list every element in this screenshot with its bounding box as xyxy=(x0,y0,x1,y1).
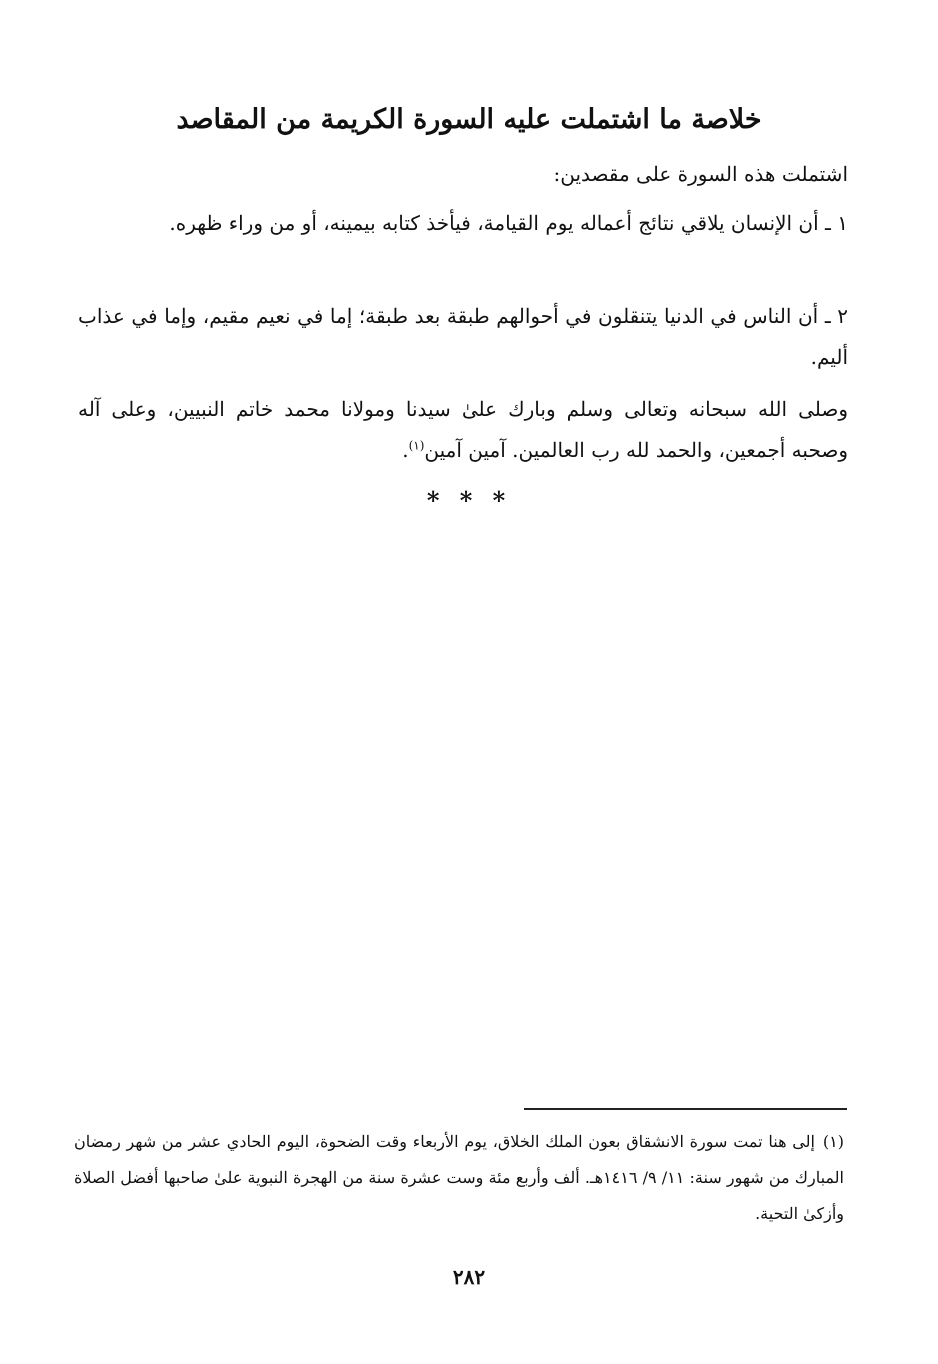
footnote-reference: (١) xyxy=(408,438,425,453)
section-separator: * * * xyxy=(426,486,512,515)
closing-end-mark: . xyxy=(402,438,409,462)
footnote-marker: (١) xyxy=(822,1132,844,1151)
footnote xyxy=(74,1124,844,1232)
intro-paragraph: اشتملت هذه السورة على مقصدين: xyxy=(553,162,848,186)
point-1-paragraph: ١ ـ أن الإنسان يلاقي نتائج أعماله يوم القيامة، فيأخذ كتابه بيمينه، أو من وراء ظهره. xyxy=(169,211,848,235)
closing-text: وصلى الله سبحانه وتعالى وسلم وبارك علىٰ سيدنا ومولانا محمد خاتم النبيين، وعلى آله وصحبه أجمعين، والحمد لله رب العالمين. آمين آمين xyxy=(78,397,848,462)
closing-paragraph xyxy=(78,389,848,471)
footnote-text: إلى هنا تمت سورة الانشقاق بعون الملك الخلاق، يوم الأربعاء وقت الضحوة، اليوم الحادي عشر من شهر رمضان المبارك من شهور سنة: ١١/ ٩/ ١٤١٦هـ. ألف وأربع مئة وست عشرة سنة من الهجرة النبوية علىٰ صاحبها أفضل الصلاة وأزكىٰ التحية. xyxy=(74,1132,844,1223)
footnote-divider xyxy=(524,1108,847,1110)
page-number: ٢٨٢ xyxy=(452,1265,486,1289)
point-2-paragraph: ٢ ـ أن الناس في الدنيا يتنقلون في أحوالهم طبقة بعد طبقة؛ إما في نعيم مقيم، وإما في عذاب أليم. xyxy=(78,304,848,369)
section-heading: خلاصة ما اشتملت عليه السورة الكريمة من المقاصد xyxy=(176,104,762,135)
